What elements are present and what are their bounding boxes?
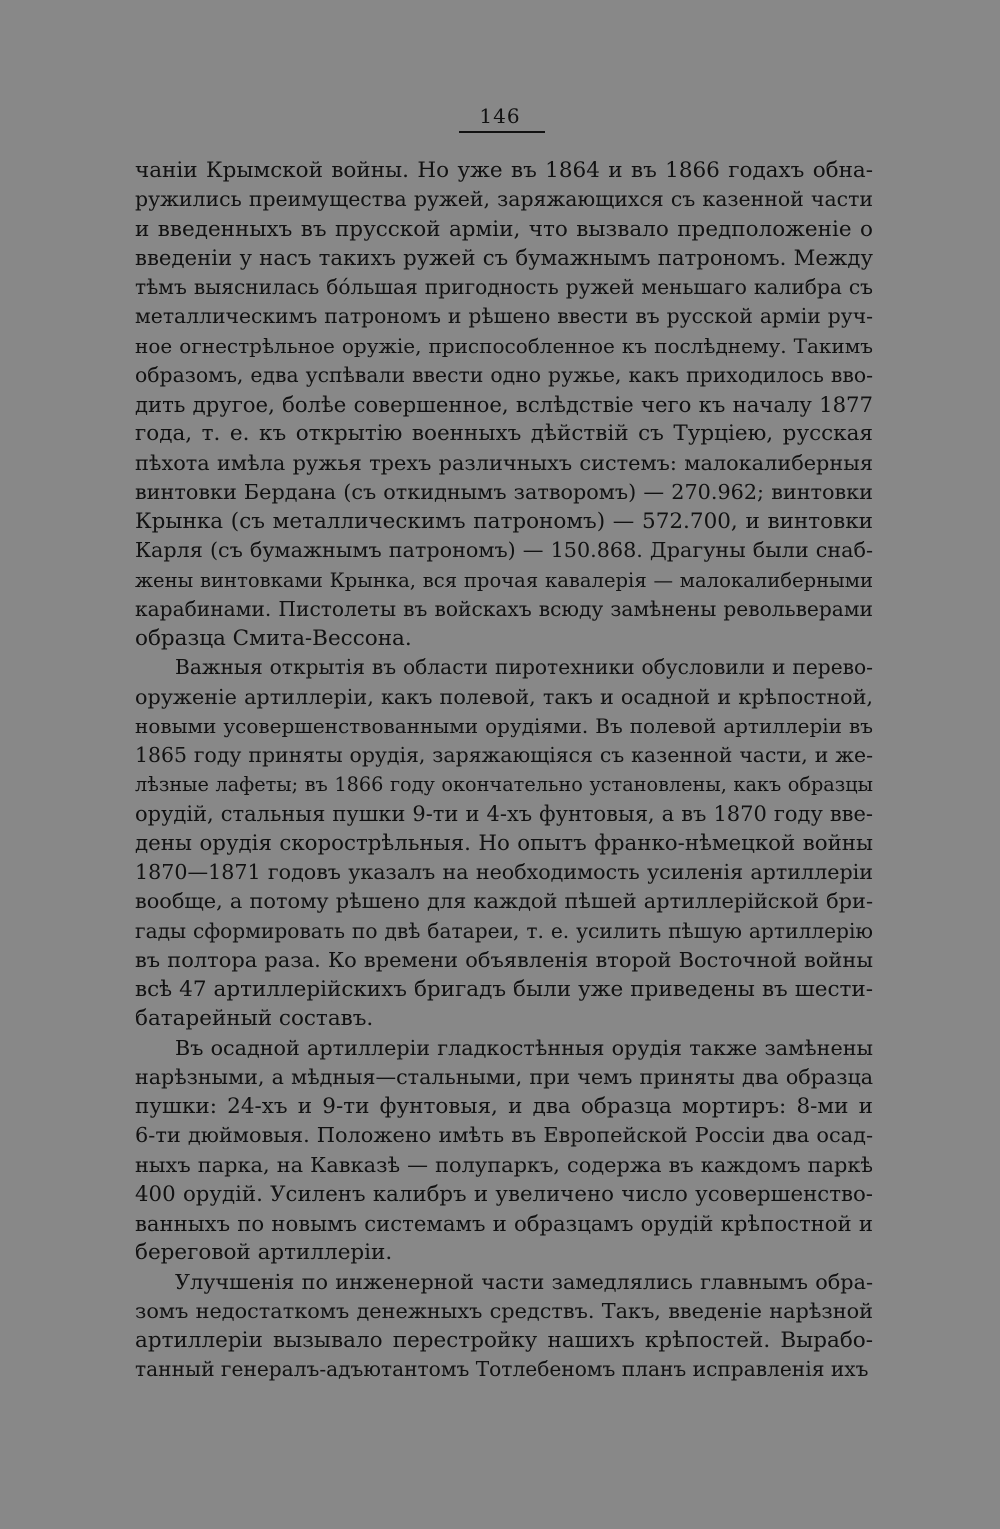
paragraph: [135, 156, 873, 653]
text-line: образомъ, едва успѣвали ввести одно ружье, какъ приходилось вво-: [135, 362, 873, 387]
text-line: ванныхъ по новымъ системамъ и образцамъ орудій крѣпостной и: [135, 1211, 873, 1236]
text-line: тѣмъ выяснилась бо́льшая пригодность ружей меньшаго калибра съ: [135, 275, 873, 299]
text-line: береговой артиллеріи.: [135, 1240, 393, 1266]
text-line: новыми усовершенствованными орудіями. Въ полевой артиллеріи въ: [135, 713, 873, 738]
text-line: чаніи Крымской войны. Но уже въ 1864 и въ 1866 годахъ обна-: [135, 158, 873, 183]
paragraph: [135, 1034, 873, 1268]
text-line: всѣ 47 артиллерійскихъ бригадъ были уже приведены въ шести-: [135, 977, 873, 1002]
text-line: вообще, а потому рѣшено для каждой пѣшей артиллерійской бри-: [135, 889, 873, 914]
text-line: Улучшенія по инженерной части замедлялись главнымъ обра-: [175, 1269, 873, 1294]
text-line: артиллеріи вызывало перестройку нашихъ крѣпостей. Вырабо-: [135, 1328, 873, 1353]
text-line: орудій, стальныя пушки 9-ти и 4-хъ фунтовыя, а въ 1870 году вве-: [135, 801, 873, 826]
text-line: 400 орудій. Усиленъ калибръ и увеличено число усовершенство-: [135, 1181, 873, 1207]
text-line: танный генералъ-адъютантомъ Тотлебеномъ планъ исправленія ихъ: [135, 1357, 869, 1382]
text-line: пушки: 24-хъ и 9-ти фунтовыя, и два образца мортиръ: 8-ми и: [135, 1094, 873, 1119]
text-line: батарейный составъ.: [135, 1006, 374, 1032]
text-line: дить другое, болѣе совершенное, вслѣдствіе чего къ началу 1877: [135, 392, 873, 417]
text-line: ныхъ парка, на Кавказѣ — полупаркъ, содержа въ каждомъ паркѣ: [135, 1152, 873, 1177]
text-line: года, т. е. къ открытію военныхъ дѣйствій съ Турціею, русская: [135, 421, 873, 447]
text-line: металлическимъ патрономъ и рѣшено ввести въ русской арміи руч-: [135, 304, 873, 329]
page-number: 146: [479, 104, 521, 128]
text-body: [135, 156, 873, 1385]
text-line: нарѣзными, а мѣдныя—стальными, при чемъ приняты два образца: [135, 1064, 873, 1089]
text-line: пѣхота имѣла ружья трехъ различныхъ системъ: малокалиберныя: [135, 450, 873, 475]
text-line: образца Смита-Вессона.: [135, 626, 412, 651]
text-line: дены орудія скорострѣльныя. Но опытъ франко-нѣмецкой войны: [135, 830, 873, 856]
page-number-rule: [459, 131, 545, 133]
text-line: Карля (съ бумажнымъ патрономъ) — 150.868. Драгуны были снаб-: [135, 538, 873, 563]
text-line: гады сформировать по двѣ батареи, т. е. усилить пѣшую артиллерію: [135, 918, 873, 943]
text-line: ное огнестрѣльное оружіе, приспособленное къ послѣднему. Такимъ: [135, 333, 873, 358]
text-line: лѣзные лафеты; въ 1866 году окончательно установлены, какъ образцы: [135, 773, 873, 797]
text-line: жены винтовками Крынка, вся прочая кавалерія — малокалиберными: [135, 568, 873, 592]
text-line: оруженіе артиллеріи, какъ полевой, такъ и осадной и крѣпостной,: [135, 684, 873, 709]
text-line: Важныя открытія въ области пиротехники обусловили и перево-: [175, 655, 873, 680]
paragraph: [135, 653, 873, 1033]
text-line: карабинами. Пистолеты въ войскахъ всюду замѣнены револьверами: [135, 596, 873, 621]
text-line: и введенныхъ въ прусской арміи, что вызвало предположеніе о: [135, 216, 873, 242]
text-line: Крынка (съ металлическимъ патрономъ) — 572.700, и винтовки: [135, 509, 873, 534]
text-line: зомъ недостаткомъ денежныхъ средствъ. Такъ, введеніе нарѣзной: [135, 1298, 873, 1323]
text-line: введеніи у насъ такихъ ружей съ бумажнымъ патрономъ. Между: [135, 245, 873, 271]
paragraph: [135, 1268, 873, 1385]
text-line: 1870—1871 годовъ указалъ на необходимость усиленія артиллеріи: [135, 860, 873, 884]
text-line: винтовки Бердана (съ откиднымъ затворомъ) — 270.962; винтовки: [135, 479, 873, 504]
text-line: Въ осадной артиллеріи гладкостѣнныя орудія также замѣнены: [175, 1035, 873, 1060]
text-line: въ полтора раза. Ко времени объявленія второй Восточной войны: [135, 947, 873, 972]
text-line: ружились преимущества ружей, заряжающихся съ казенной части: [135, 187, 873, 212]
text-line: 1865 году приняты орудія, заряжающіяся съ казенной части, и же-: [135, 743, 873, 767]
text-line: 6-ти дюймовыя. Положено имѣть въ Европейской Россіи два осад-: [135, 1123, 873, 1148]
